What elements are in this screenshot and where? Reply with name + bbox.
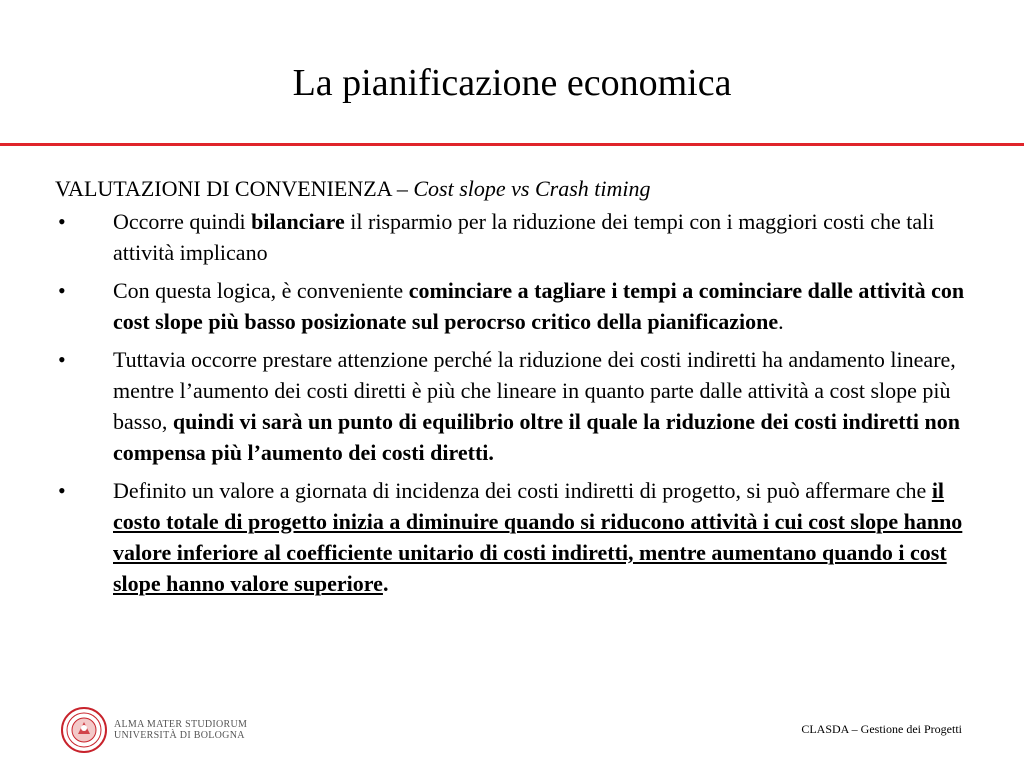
logo-line-1: ALMA MATER STUDIORUM (114, 719, 248, 730)
bullet-list (55, 206, 985, 599)
body-text: Tuttavia occorre prestare attenzione perché la riduzione dei costi indiretti ha andamento lineare, mentre l’aumento dei costi diretti è più che lineare in quanto parte dalle attività a cost slope più basso, (113, 347, 956, 434)
university-seal-icon (60, 706, 108, 754)
title-divider (0, 143, 1024, 146)
bullet-marker: • (58, 278, 66, 303)
bullet-item (55, 475, 985, 599)
bullet-marker: • (58, 209, 66, 234)
body-text: il risparmio per la riduzione dei tempi con i maggiori costi che tali attività implicano (113, 209, 935, 265)
bullet-item (55, 206, 985, 268)
university-logo (60, 704, 247, 756)
logo-wordmark (114, 719, 247, 741)
body-text: Con questa logica, è conveniente (113, 278, 409, 303)
emphasis-text: cominciare a tagliare i tempi a cominciare dalle attività con cost slope più basso posizionate sul perocrso critico della pianificazione (113, 278, 965, 334)
subheading-italic: Cost slope vs Crash timing (413, 176, 651, 201)
slide-title: La pianificazione economica (292, 62, 732, 104)
subheading (55, 174, 985, 204)
body-text: Definito un valore a giornata di incidenza dei costi indiretti di progetto, si può affermare che (113, 478, 932, 503)
body-text: . (778, 309, 784, 334)
bullet-item (55, 344, 985, 468)
body-text: Occorre quindi (113, 209, 252, 234)
bullet-item (55, 275, 985, 337)
emphasis-text: bilanciare (251, 209, 345, 234)
subheading-plain: VALUTAZIONI DI CONVENIENZA – (55, 176, 414, 201)
bullet-marker: • (58, 478, 66, 503)
bullet-marker: • (58, 347, 66, 372)
slide-content (55, 174, 985, 606)
emphasis-underlined-text: il costo totale di progetto inizia a diminuire quando si riducono attività i cui cost slope hanno valore inferiore al coefficiente unitario di costi indiretti, mentre aumentano quando i cost slope hanno valore superiore (113, 478, 963, 596)
footer-course-label: CLASDA – Gestione dei Progetti (801, 722, 962, 736)
emphasis-text: . (382, 571, 389, 596)
logo-line-2: UNIVERSITÀ DI BOLOGNA (114, 730, 245, 741)
emphasis-text: quindi vi sarà un punto di equilibrio oltre il quale la riduzione dei costi indiretti non compensa più l’aumento dei costi diretti. (113, 409, 960, 465)
